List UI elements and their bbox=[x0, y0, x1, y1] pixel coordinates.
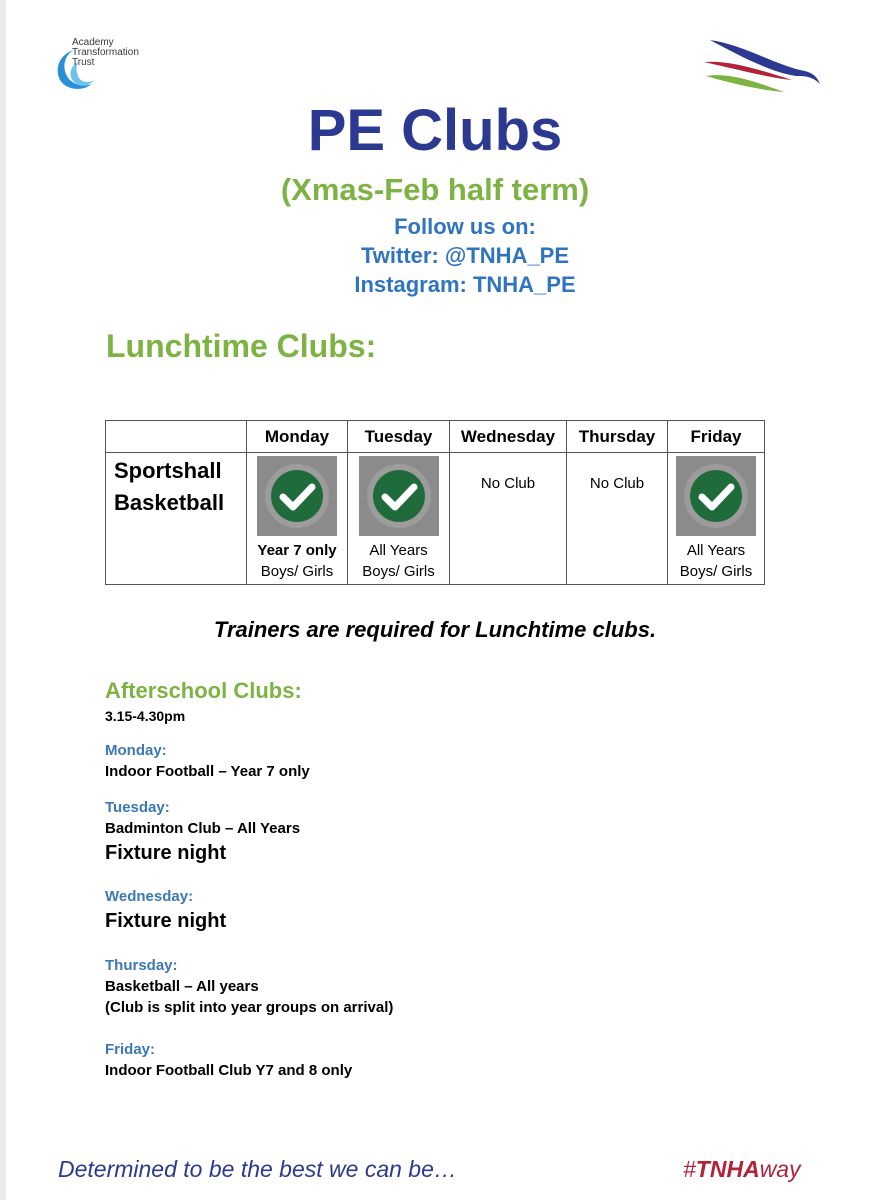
no-club-text: No Club bbox=[589, 475, 645, 492]
day-header: Monday bbox=[247, 421, 348, 453]
hashtag-bold: TNHA bbox=[695, 1156, 760, 1182]
wednesday-cell bbox=[450, 453, 567, 585]
day-header: Wednesday bbox=[450, 421, 567, 453]
table-corner-cell bbox=[106, 421, 247, 453]
cell-note bbox=[668, 540, 764, 582]
follow-label: Follow us on: bbox=[394, 214, 536, 239]
thursday-cell bbox=[567, 453, 668, 585]
day-label: Friday: bbox=[105, 1041, 156, 1058]
logo-text-line: Transformation bbox=[72, 47, 139, 58]
day-header: Tuesday bbox=[348, 421, 450, 453]
day-label: Thursday: bbox=[105, 957, 178, 974]
social-follow bbox=[0, 212, 870, 299]
day-label: Wednesday: bbox=[105, 888, 194, 905]
fixture-night: Fixture night bbox=[105, 910, 227, 932]
cell-note bbox=[247, 540, 347, 582]
activity-name bbox=[106, 453, 247, 585]
monday-block bbox=[105, 740, 310, 782]
lunchtime-heading: Lunchtime Clubs: bbox=[106, 328, 377, 364]
twitter-handle: Twitter: @TNHA_PE bbox=[360, 243, 570, 268]
logo-text-line: Trust bbox=[72, 57, 95, 68]
club-line: Badminton Club – All Years bbox=[105, 820, 301, 837]
lunchtime-table bbox=[105, 420, 765, 585]
cell-note bbox=[348, 540, 449, 582]
page-title: PE Clubs bbox=[307, 98, 563, 163]
club-line: (Club is split into year groups on arrival) bbox=[105, 999, 394, 1016]
instagram-handle: Instagram: TNHA_PE bbox=[354, 272, 576, 297]
hashtag-prefix: # bbox=[683, 1156, 696, 1182]
monday-cell bbox=[247, 453, 348, 585]
footer-hashtag bbox=[683, 1152, 801, 1186]
footer-motto: Determined to be the best we can be… bbox=[58, 1156, 457, 1182]
friday-block bbox=[105, 1039, 352, 1081]
page-subtitle: (Xmas-Feb half term) bbox=[280, 172, 590, 207]
bird-swoosh-icon bbox=[700, 32, 824, 98]
tuesday-block bbox=[105, 797, 300, 867]
day-label: Monday: bbox=[105, 742, 167, 759]
club-line: Basketball – All years bbox=[105, 978, 259, 995]
table-row bbox=[106, 453, 765, 585]
day-label: Tuesday: bbox=[105, 799, 170, 816]
checkmark-icon bbox=[676, 456, 756, 536]
activity-name-line: Sportshall bbox=[114, 458, 222, 483]
trainers-note: Trainers are required for Lunchtime clubs. bbox=[213, 617, 657, 642]
cell-note-gender: Boys/ Girls bbox=[260, 563, 334, 580]
academy-trust-logo bbox=[52, 38, 162, 94]
afterschool-time: 3.15-4.30pm bbox=[105, 708, 186, 724]
checkmark-icon bbox=[359, 456, 439, 536]
wednesday-block bbox=[105, 886, 226, 935]
cell-note-years: Year 7 only bbox=[257, 542, 337, 559]
school-bird-logo bbox=[700, 32, 824, 98]
friday-cell bbox=[668, 453, 765, 585]
fixture-night: Fixture night bbox=[105, 842, 227, 864]
club-line: Indoor Football – Year 7 only bbox=[105, 763, 310, 780]
club-line: Indoor Football Club Y7 and 8 only bbox=[105, 1062, 353, 1079]
tuesday-cell bbox=[348, 453, 450, 585]
checkmark-icon bbox=[257, 456, 337, 536]
cell-note-gender: Boys/ Girls bbox=[679, 563, 753, 580]
thursday-block bbox=[105, 955, 393, 1018]
activity-name-line: Basketball bbox=[114, 490, 225, 515]
cell-note-years: All Years bbox=[369, 542, 428, 559]
cell-note-gender: Boys/ Girls bbox=[362, 563, 435, 580]
logo-text bbox=[72, 38, 139, 68]
no-club-text: No Club bbox=[480, 475, 536, 492]
table-header-row bbox=[106, 421, 765, 453]
logo-text-line: Academy bbox=[72, 37, 114, 48]
cell-note-years: All Years bbox=[686, 542, 746, 559]
day-header: Friday bbox=[668, 421, 765, 453]
afterschool-heading: Afterschool Clubs: bbox=[105, 678, 302, 703]
hashtag-suffix: way bbox=[759, 1156, 801, 1182]
day-header: Thursday bbox=[567, 421, 668, 453]
